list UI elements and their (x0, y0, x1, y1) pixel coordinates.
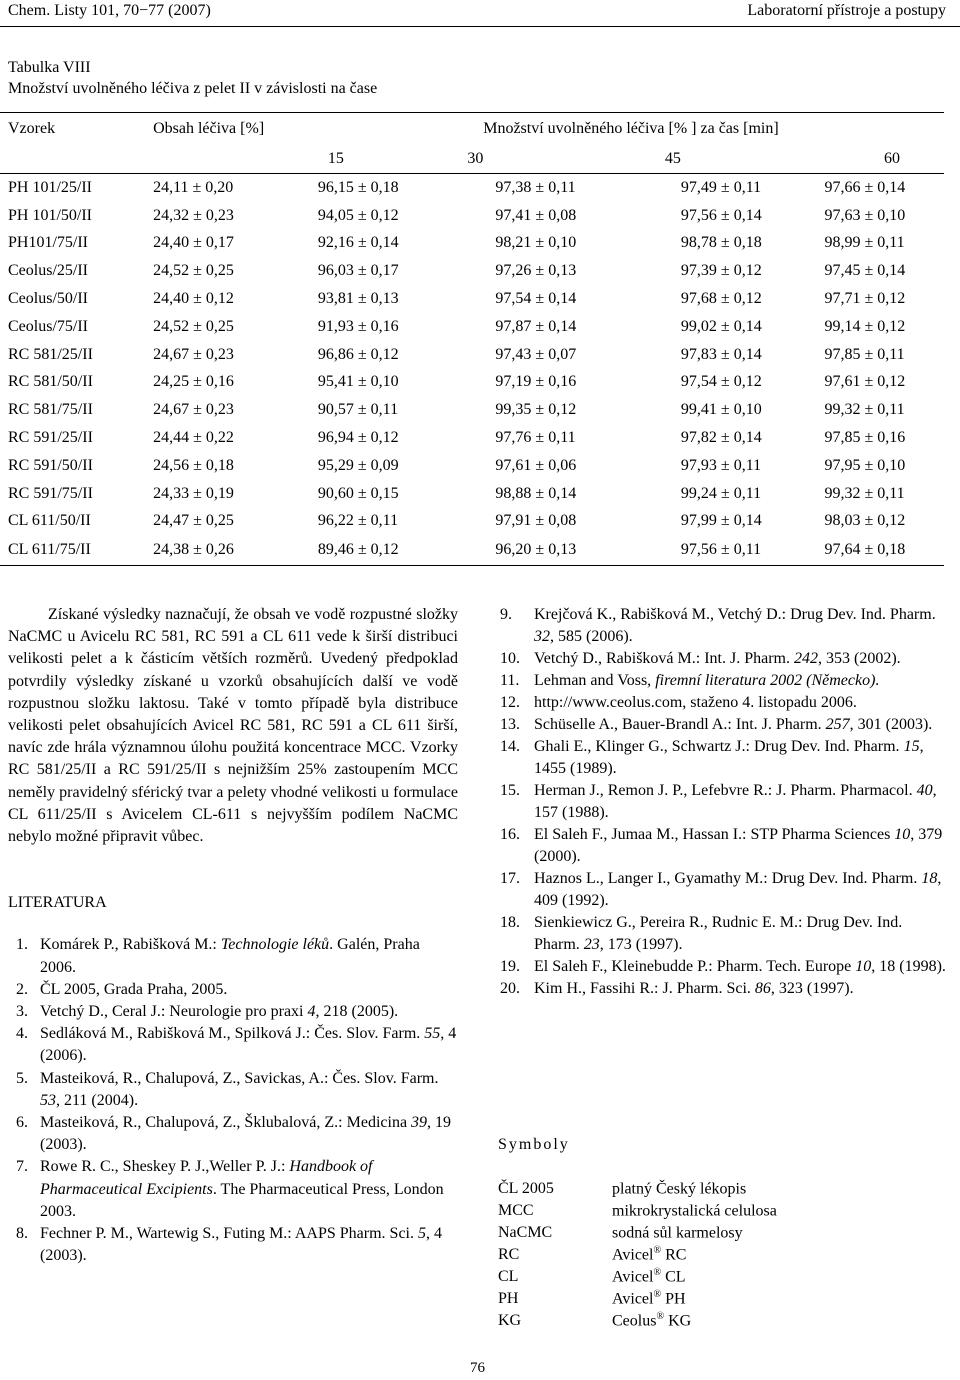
table-row (0, 257, 944, 285)
reference-text: Herman J., Remon J. P., Lefebvre R.: J. Pharm. Pharmacol. (534, 782, 917, 799)
table-row (0, 230, 944, 258)
cell-sample: RC 581/25/II (8, 345, 93, 363)
cell-sample: PH 101/25/II (8, 178, 92, 196)
reference-item (8, 979, 458, 1001)
symbol-desc (612, 1200, 777, 1222)
reference-item (498, 824, 950, 868)
reference-text: Schüselle A., Bauer-Brandl A.: Int. J. Pharm. (534, 716, 826, 733)
cell-t15: 90,57 ± 0,11 (317, 401, 399, 419)
reference-text: El Saleh F., Kleinebudde P.: Pharm. Tech. Europe (534, 958, 856, 975)
col-header-content: Obsah léčiva [%] (153, 113, 318, 146)
reference-text: Kim H., Fassihi R.: J. Pharm. Sci. (534, 980, 755, 997)
symbol-desc (612, 1244, 777, 1266)
cell-t60: 99,32 ± 0,11 (824, 401, 905, 419)
reference-text-tail: , 409 (1992). (534, 870, 942, 909)
symbol-row (498, 1310, 777, 1332)
symbol-desc-text: Ceolus (612, 1312, 657, 1330)
cell-content: 24,52 ± 0,25 (153, 262, 234, 280)
reference-text-tail: . The Pharmaceutical Press, London 2003. (40, 1180, 444, 1220)
cell-t45: 97,56 ± 0,14 (680, 206, 762, 224)
table-row (0, 396, 944, 424)
cell-t30: 97,43 ± 0,07 (495, 345, 577, 363)
cell-t60: 97,45 ± 0,14 (824, 262, 906, 280)
body-paragraph: Získané výsledky naznačují, že obsah ve vodě rozpustné složky NaCMC u Avicelu RC 581, RC 591 a CL 611 vede k širší distribuci velikosti pelet a k částicím větších rozměrů. Uvedený předpoklad potvrdily výsledky získané u vzorků obsahujících další ve vodě rozpustnou složku laktosu. Také v tomto případě byla distribuce velikosti pelet obsahujících Avicel RC 581, RC 591 a CL 611 širší, navíc zde hrála významnou úlohu použitá koncentrace MCC. Vzorky RC 581/25/II a RC 591/25/II s nejnižším 25% zastoupením MCC neměly pravidelný sférický tvar a pelety vhodné velikosti u formulace CL 611/25/II s Avicelem CL-611 s nejvyšším podílem NaCMC nebylo možné připravit vůbec. (8, 606, 458, 846)
reference-item (8, 1112, 458, 1156)
cell-t15: 95,41 ± 0,10 (317, 373, 399, 391)
cell-content: 24,25 ± 0,16 (153, 373, 234, 391)
cell-content: 24,32 ± 0,23 (153, 206, 234, 224)
reference-italic: 23 (583, 936, 600, 953)
reference-list-right (498, 604, 950, 1000)
cell-t15: 94,05 ± 0,12 (317, 206, 399, 224)
reference-italic: 15 (903, 738, 920, 755)
cell-t15: 91,93 ± 0,16 (317, 317, 399, 335)
reference-number: 17. (500, 870, 520, 887)
table-row (0, 285, 944, 313)
reference-text: Masteiková, R., Chalupová, Z., Šklubalová, Z.: Medicina (40, 1114, 412, 1132)
reference-text-tail: , 323 (1997). (770, 980, 854, 997)
section-title: Laboratorní přístroje a postupy (747, 2, 946, 19)
reference-italic: 55 (424, 1025, 441, 1043)
reference-text: Fechner P. M., Wartewig S., Futing M.: AAPS Pharm. Sci. (40, 1225, 418, 1243)
symbol-desc-text: platný Český lékopis (612, 1180, 747, 1198)
symbol-abbr: CL (498, 1268, 519, 1285)
symbol-desc-suffix: CL (661, 1268, 686, 1286)
symbol-abbr: NaCMC (498, 1224, 553, 1241)
right-column (498, 604, 950, 1000)
cell-t30: 97,19 ± 0,16 (495, 373, 577, 391)
reference-number: 14. (500, 738, 520, 755)
time-header: 45 (615, 145, 801, 174)
symbol-desc (612, 1178, 777, 1200)
cell-content: 24,40 ± 0,12 (153, 290, 234, 308)
cell-t60: 99,14 ± 0,12 (824, 317, 906, 335)
cell-t30: 97,76 ± 0,11 (495, 429, 576, 447)
symbol-desc (612, 1266, 777, 1288)
reference-number: 3. (16, 1003, 28, 1021)
reference-item (498, 736, 950, 780)
cell-content: 24,40 ± 0,17 (153, 234, 234, 252)
reference-text: El Saleh F., Jumaa M., Hassan I.: STP Pharma Sciences (534, 826, 895, 843)
reference-italic: 32 (534, 628, 550, 645)
symbol-desc (612, 1310, 777, 1332)
cell-t30: 97,87 ± 0,14 (495, 317, 577, 335)
symbol-row (498, 1200, 777, 1222)
reference-number: 18. (500, 914, 520, 931)
symbol-desc-suffix: KG (664, 1312, 692, 1330)
cell-sample: RC 581/75/II (8, 401, 93, 419)
cell-t60: 97,71 ± 0,12 (824, 290, 906, 308)
symbol-desc-suffix: RC (661, 1246, 687, 1264)
cell-t60: 97,61 ± 0,12 (824, 373, 906, 391)
reference-text: Rowe R. C., Sheskey P. J.,Weller P. J.: (40, 1158, 290, 1176)
cell-t45: 97,93 ± 0,11 (680, 456, 762, 474)
reference-italic: 10 (855, 958, 872, 975)
reference-text: Sienkiewicz G., Pereira R., Rudnic E. M.: Drug Dev. Ind. Pharm. (534, 914, 903, 953)
cell-t60: 98,03 ± 0,12 (824, 512, 906, 530)
cell-t15: 93,81 ± 0,13 (317, 290, 399, 308)
reference-italic: 40 (916, 782, 933, 799)
reference-italic: 53 (40, 1091, 56, 1109)
symbol-abbr: KG (498, 1312, 522, 1329)
cell-sample: CL 611/50/II (8, 512, 91, 530)
cell-t30: 99,35 ± 0,12 (495, 401, 577, 419)
symbol-desc-text: Avicel (612, 1246, 654, 1264)
cell-t45: 98,78 ± 0,18 (680, 234, 762, 252)
cell-t15: 96,15 ± 0,18 (317, 178, 399, 196)
cell-t45: 97,82 ± 0,14 (680, 429, 762, 447)
table-row (0, 313, 944, 341)
cell-t45: 97,99 ± 0,14 (680, 512, 762, 530)
cell-t15: 96,94 ± 0,12 (317, 429, 399, 447)
cell-t30: 97,38 ± 0,11 (495, 178, 576, 196)
table-row (0, 535, 944, 566)
reference-text: Vetchý D., Ceral J.: Neurologie pro praxi (40, 1003, 308, 1021)
symbols-table (498, 1178, 777, 1332)
cell-t60: 97,95 ± 0,10 (824, 456, 906, 474)
reference-number: 7. (16, 1158, 28, 1176)
reference-italic: 4 (307, 1003, 316, 1021)
reference-item (8, 1001, 458, 1023)
reference-text: Haznos L., Langer I., Gyamathy M.: Drug Dev. Ind. Pharm. (534, 870, 922, 887)
cell-sample: Ceolus/50/II (8, 290, 88, 308)
reference-item (498, 868, 950, 912)
cell-t45: 97,83 ± 0,14 (680, 345, 762, 363)
col-header-sample: Vzorek (0, 113, 153, 146)
reference-number: 20. (500, 980, 520, 997)
reference-text-tail: , 1455 (1989). (534, 738, 924, 777)
cell-t45: 99,41 ± 0,10 (680, 401, 762, 419)
cell-sample: Ceolus/75/II (8, 317, 88, 335)
cell-content: 24,47 ± 0,25 (153, 512, 234, 530)
journal-citation: Chem. Listy 101, 70−77 (2007) (8, 2, 211, 19)
cell-t15: 96,22 ± 0,11 (317, 512, 399, 530)
reference-number: 5. (16, 1069, 28, 1087)
reference-number: 10. (500, 650, 520, 667)
registered-mark: ® (653, 1245, 662, 1257)
symbol-desc (612, 1222, 777, 1244)
symbol-abbr: PH (498, 1290, 519, 1307)
reference-number: 1. (16, 936, 28, 954)
reference-item (498, 604, 950, 648)
cell-t45: 99,02 ± 0,14 (680, 317, 762, 335)
running-header (0, 0, 960, 24)
symbol-abbr: RC (498, 1246, 520, 1263)
reference-item (498, 780, 950, 824)
cell-t60: 97,85 ± 0,11 (824, 345, 905, 363)
time-header: 30 (437, 145, 615, 174)
cell-t60: 97,63 ± 0,10 (824, 206, 906, 224)
cell-t15: 90,60 ± 0,15 (317, 484, 399, 502)
reference-italic: 257 (825, 716, 850, 733)
cell-sample: Ceolus/25/II (8, 262, 88, 280)
reference-italic: 10 (894, 826, 911, 843)
reference-text-tail: , 4 (2006). (40, 1025, 457, 1065)
table-title: Množství uvolněného léčiva z pelet II v závislosti na čase (8, 80, 378, 97)
left-column (8, 604, 458, 1267)
registered-mark: ® (653, 1289, 662, 1301)
table-row (0, 452, 944, 480)
reference-item (498, 648, 950, 670)
reference-text: ČL 2005, Grada Praha, 2005. (40, 980, 228, 998)
reference-italic: 39 (411, 1114, 428, 1132)
reference-text-tail: , 218 (2005). (315, 1003, 399, 1021)
reference-text: Komárek P., Rabišková M.: (40, 936, 221, 954)
cell-t15: 96,03 ± 0,17 (317, 262, 399, 280)
reference-item (498, 714, 950, 736)
reference-item (498, 692, 950, 714)
reference-text: Lehman and Voss, (534, 672, 656, 689)
reference-number: 19. (500, 958, 520, 975)
reference-text: Sedláková M., Rabišková M., Spilková J.: Čes. Slov. Farm. (40, 1025, 425, 1043)
cell-t45: 97,54 ± 0,12 (680, 373, 762, 391)
table-row (0, 424, 944, 452)
symbol-row (498, 1222, 777, 1244)
reference-item (498, 912, 950, 956)
cell-content: 24,52 ± 0,25 (153, 317, 234, 335)
reference-text-tail: , 211 (2004). (56, 1091, 139, 1109)
symbol-desc-text: sodná sůl karmelosy (612, 1224, 743, 1242)
reference-text-tail: , 19 (2003). (40, 1114, 452, 1154)
reference-list-left (8, 934, 458, 1267)
symbol-desc-suffix: PH (661, 1290, 686, 1308)
cell-sample: RC 581/50/II (8, 373, 93, 391)
reference-italic: 86 (754, 980, 771, 997)
reference-text: Masteiková, R., Chalupová, Z., Savickas, A.: Čes. Slov. Farm. (40, 1069, 439, 1087)
reference-text: Vetchý D., Rabišková M.: Int. J. Pharm. (534, 650, 794, 667)
cell-sample: PH 101/50/II (8, 206, 92, 224)
symbol-desc-text: Avicel (612, 1290, 654, 1308)
reference-text-tail: , 4 (2003). (40, 1225, 442, 1265)
cell-t60: 97,66 ± 0,14 (824, 178, 906, 196)
cell-t30: 97,54 ± 0,14 (495, 290, 577, 308)
cell-content: 24,67 ± 0,23 (153, 345, 234, 363)
cell-sample: CL 611/75/II (0, 535, 153, 566)
reference-item (8, 1023, 458, 1067)
symbol-abbr: ČL 2005 (498, 1180, 554, 1197)
cell-t60: 97,85 ± 0,16 (824, 429, 906, 447)
reference-text-tail: , 353 (2002). (817, 650, 901, 667)
reference-number: 12. (500, 694, 520, 711)
reference-text-tail: , 173 (1997). (599, 936, 683, 953)
reference-italic: 18 (921, 870, 938, 887)
cell-t60: 97,64 ± 0,18 (800, 535, 944, 566)
table-row (0, 341, 944, 369)
time-header: 60 (800, 145, 944, 174)
cell-t45: 97,49 ± 0,11 (680, 178, 762, 196)
symbol-desc (612, 1288, 777, 1310)
reference-item (498, 670, 950, 692)
reference-item (8, 934, 458, 978)
cell-sample: RC 591/50/II (8, 456, 93, 474)
table-row (0, 369, 944, 397)
cell-content: 24,11 ± 0,20 (153, 178, 234, 196)
reference-text: Krejčová K., Rabišková M., Vetchý D.: Drug Dev. Ind. Pharm. (534, 606, 936, 623)
cell-t30: 97,41 ± 0,08 (495, 206, 577, 224)
cell-t15: 89,46 ± 0,12 (318, 535, 438, 566)
cell-t30: 97,61 ± 0,06 (495, 456, 577, 474)
cell-content: 24,67 ± 0,23 (153, 401, 234, 419)
reference-item (8, 1223, 458, 1267)
reference-number: 9. (500, 606, 512, 623)
cell-t15: 92,16 ± 0,14 (317, 234, 399, 252)
symbol-row (498, 1266, 777, 1288)
reference-italic: 242 (793, 650, 818, 667)
reference-text: Ghali E., Klinger G., Schwartz J.: Drug Dev. Ind. Pharm. (534, 738, 904, 755)
registered-mark: ® (653, 1267, 662, 1279)
reference-text-tail: , 585 (2006). (550, 628, 633, 645)
cell-content: 24,56 ± 0,18 (153, 456, 234, 474)
page-number: 76 (470, 1360, 485, 1376)
cell-t60: 98,99 ± 0,11 (824, 234, 905, 252)
reference-italic: firemní literatura 2002 (Německo). (655, 672, 880, 689)
reference-number: 4. (16, 1025, 28, 1043)
cell-content: 24,38 ± 0,26 (153, 535, 318, 566)
release-table (0, 112, 944, 566)
symbol-desc-text: mikrokrystalická celulosa (612, 1202, 777, 1220)
table-caption (8, 57, 377, 99)
cell-t45: 97,68 ± 0,12 (680, 290, 762, 308)
reference-number: 15. (500, 782, 520, 799)
table-number: Tabulka VIII (8, 59, 91, 76)
reference-text-tail: , 301 (2003). (849, 716, 933, 733)
reference-number: 8. (16, 1225, 28, 1243)
symbol-row (498, 1244, 777, 1266)
reference-number: 16. (500, 826, 520, 843)
table-row (0, 174, 944, 202)
cell-t45: 99,24 ± 0,11 (680, 484, 762, 502)
cell-t30: 96,20 ± 0,13 (437, 535, 615, 566)
cell-t45: 97,39 ± 0,12 (680, 262, 762, 280)
symbol-abbr: MCC (498, 1202, 534, 1219)
reference-number: 11. (500, 672, 520, 689)
table-row (0, 480, 944, 508)
reference-text-tail: , 18 (1998). (871, 958, 946, 975)
reference-item (498, 956, 950, 978)
cell-sample: RC 591/25/II (8, 429, 93, 447)
cell-content: 24,33 ± 0,19 (153, 484, 234, 502)
reference-item (8, 1068, 458, 1112)
reference-text-tail: , 379 (2000). (534, 826, 943, 865)
cell-t60: 99,32 ± 0,11 (824, 484, 905, 502)
symbol-desc-text: Avicel (612, 1268, 654, 1286)
symbol-row (498, 1178, 777, 1200)
cell-t45: 97,56 ± 0,11 (615, 535, 801, 566)
reference-italic: Technologie léků (220, 936, 330, 954)
col-header-released: Množství uvolněného léčiva [% ] za čas [min] (318, 113, 944, 146)
table-row (0, 508, 944, 536)
registered-mark: ® (656, 1311, 665, 1323)
cell-t30: 98,21 ± 0,10 (495, 234, 577, 252)
cell-t30: 97,26 ± 0,13 (495, 262, 577, 280)
cell-t15: 95,29 ± 0,09 (317, 456, 399, 474)
reference-text-tail: . Galén, Praha 2006. (40, 936, 420, 976)
cell-content: 24,44 ± 0,22 (153, 429, 234, 447)
cell-sample: RC 591/75/II (8, 484, 93, 502)
reference-number: 13. (500, 716, 520, 733)
reference-number: 2. (16, 980, 28, 998)
literature-heading: LITERATURA (8, 894, 107, 912)
cell-t15: 96,86 ± 0,12 (317, 345, 399, 363)
cell-t30: 98,88 ± 0,14 (495, 484, 577, 502)
cell-sample: PH101/75/II (8, 234, 88, 252)
reference-item (8, 1156, 458, 1223)
header-rule (0, 26, 960, 27)
symbol-row (498, 1288, 777, 1310)
reference-item (498, 978, 950, 1000)
time-header: 15 (318, 145, 438, 174)
symbols-heading: Symboly (498, 1136, 570, 1153)
reference-text-tail: , 157 (1988). (534, 782, 937, 821)
cell-t30: 97,91 ± 0,08 (495, 512, 577, 530)
reference-text: http://www.ceolus.com, staženo 4. listopadu 2006. (534, 694, 857, 711)
reference-italic: Handbook of Pharmaceutical Excipients (40, 1158, 373, 1198)
reference-italic: 5 (418, 1225, 426, 1243)
table-row (0, 202, 944, 230)
reference-number: 6. (16, 1114, 28, 1132)
